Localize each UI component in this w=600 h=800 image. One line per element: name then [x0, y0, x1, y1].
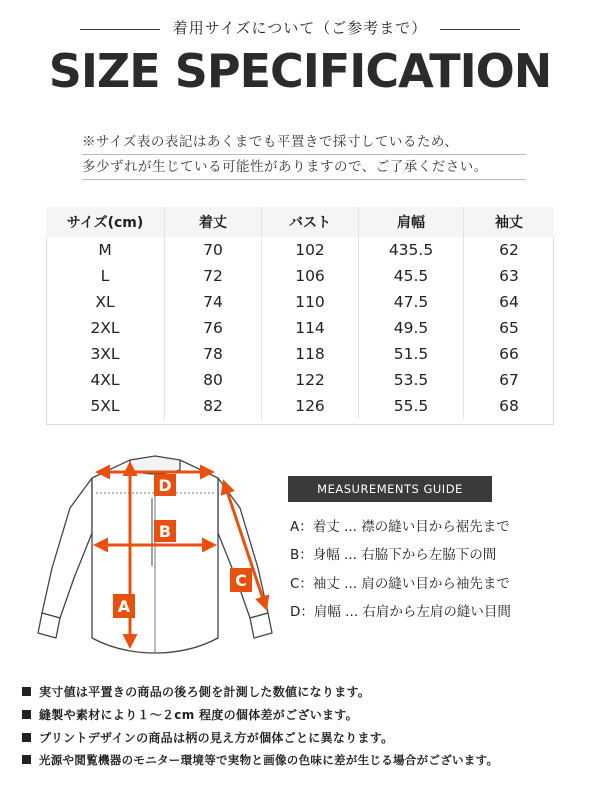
label-b-badge	[154, 520, 176, 542]
table-cell: 68	[464, 393, 555, 419]
table-cell: 49.5	[359, 315, 464, 341]
shirt-measurement-diagram	[30, 448, 280, 678]
notice-underline-1	[82, 154, 526, 155]
notice-line-2: 多少ずれが生じている可能性がありますので、ご了承ください。	[82, 159, 488, 175]
table-row	[46, 263, 554, 289]
table-row	[46, 237, 554, 263]
footnote-2: 縫製や素材により１～２cm 程度の個体差がございます。	[22, 706, 358, 723]
square-bullet-icon	[22, 710, 31, 719]
label-a-badge	[113, 594, 135, 618]
table-cell: L	[100, 267, 110, 285]
table-cell: 2XL	[90, 319, 120, 337]
table-cell: 76	[165, 315, 262, 341]
notice-line-1: ※サイズ表の表記はあくまでも平置きで採寸しているため、	[82, 134, 459, 150]
label-d: D	[158, 476, 172, 495]
table-cell: 64	[464, 289, 555, 315]
table-cell: 45.5	[359, 263, 464, 289]
table-cell: 67	[464, 367, 555, 393]
page-title: SIZE SPECIFICATION	[48, 44, 552, 98]
table-cell: 55.5	[359, 393, 464, 419]
table-cell: 74	[165, 289, 262, 315]
label-c-badge	[230, 568, 252, 592]
label-b: B	[158, 522, 172, 541]
table-cell: 62	[464, 237, 555, 263]
table-cell: 126	[262, 393, 359, 419]
table-row	[46, 341, 554, 367]
table-cell: 51.5	[359, 341, 464, 367]
guide-item-b: B：身幅 ... 右脇下から左脇下の間	[290, 547, 497, 563]
table-cell: 102	[262, 237, 359, 263]
table-row	[46, 367, 554, 393]
notice-underline-2	[82, 179, 526, 180]
guide-item-d: D：肩幅 ... 右肩から左肩の縫い目間	[290, 604, 511, 620]
header-shoulder: 肩幅	[359, 207, 464, 237]
header-size: サイズ(cm)	[46, 207, 165, 237]
table-header-row	[46, 207, 554, 237]
footnote-4: 光源や閲覧機器のモニター環境等で実物と画像の色味に差が生じる場合がございます。	[22, 752, 498, 768]
label-d-badge	[154, 474, 176, 496]
measurements-guide-heading: MEASUREMENTS GUIDE	[288, 476, 492, 502]
label-a: A	[117, 597, 131, 616]
table-row	[46, 315, 554, 341]
guide-item-c: C：袖丈 ... 肩の縫い目から袖先まで	[290, 576, 510, 592]
table-cell: 63	[464, 263, 555, 289]
table-cell: 106	[262, 263, 359, 289]
table-cell: 122	[262, 367, 359, 393]
table-cell: 65	[464, 315, 555, 341]
header-sleeve: 袖丈	[464, 207, 555, 237]
label-c: C	[235, 571, 247, 590]
table-cell: 4XL	[90, 371, 120, 389]
table-cell: 66	[464, 341, 555, 367]
size-notice	[82, 130, 532, 180]
table-cell: 53.5	[359, 367, 464, 393]
table-cell: 5XL	[90, 397, 120, 415]
table-cell: 3XL	[90, 345, 120, 363]
square-bullet-icon	[22, 733, 31, 742]
table-cell: 47.5	[359, 289, 464, 315]
table-cell: 72	[165, 263, 262, 289]
square-bullet-icon	[22, 687, 31, 696]
table-cell: M	[98, 241, 112, 259]
table-cell: 118	[262, 341, 359, 367]
square-bullet-icon	[22, 755, 31, 764]
table-cell: 110	[262, 289, 359, 315]
footnote-3: プリントデザインの商品は柄の見え方が個体ごとに異なります。	[22, 729, 393, 746]
table-cell: 78	[165, 341, 262, 367]
table-row	[46, 393, 554, 419]
guide-item-a: A：着丈 ... 襟の縫い目から裾先まで	[290, 519, 510, 535]
table-cell: 435.5	[359, 237, 464, 263]
footnote-1: 実寸値は平置きの商品の後ろ側を計測した数値になります。	[22, 683, 370, 700]
table-cell: 82	[165, 393, 262, 419]
header-length: 着丈	[165, 207, 262, 237]
table-row	[46, 289, 554, 315]
table-cell: 114	[262, 315, 359, 341]
table-cell: 80	[165, 367, 262, 393]
size-table	[46, 207, 554, 419]
table-cell: 70	[165, 237, 262, 263]
header-bust: バスト	[262, 207, 359, 237]
page-subtitle: 着用サイズについて（ご参考まで）	[0, 17, 600, 38]
table-cell: XL	[95, 293, 115, 311]
